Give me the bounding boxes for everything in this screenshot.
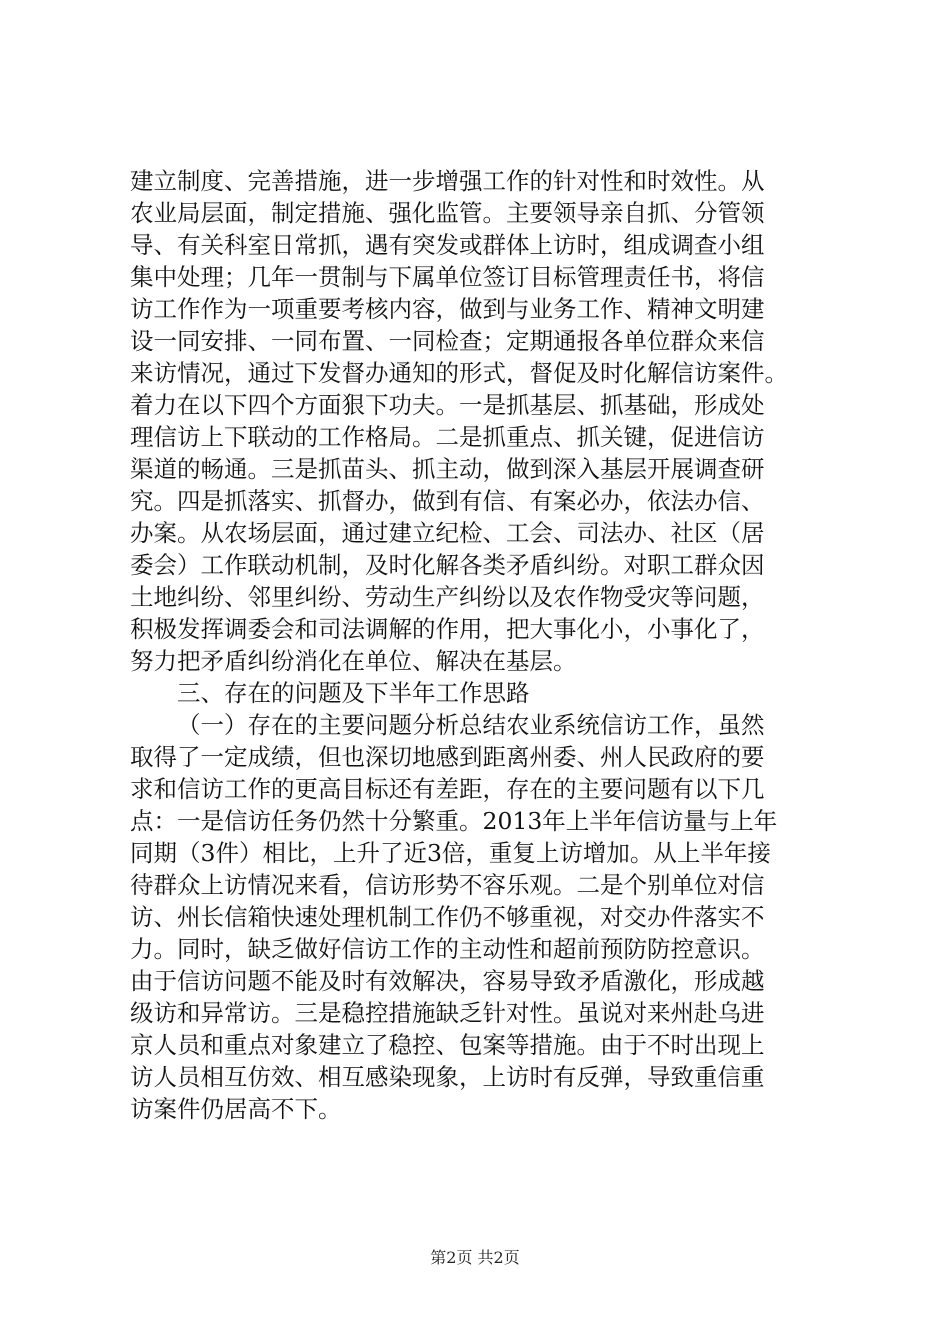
text-line: 访工作作为一项重要考核内容，做到与业务工作、精神文明建 <box>130 295 765 323</box>
text-line: 待群众上访情况来看，信访形势不容乐观。二是个别单位对信 <box>130 871 765 899</box>
text-line: 求和信访工作的更高目标还有差距，存在的主要问题有以下几 <box>130 775 765 803</box>
text-line: 访人员相互仿效、相互感染现象，上访时有反弹，导致重信重 <box>130 1063 765 1091</box>
text-line: 导、有关科室日常抓，遇有突发或群体上访时，组成调查小组 <box>130 231 765 259</box>
text-line: 积极发挥调委会和司法调解的作用，把大事化小，小事化了， <box>130 615 765 643</box>
text-line: 渠道的畅通。三是抓苗头、抓主动，做到深入基层开展调查研 <box>130 455 765 483</box>
document-body <box>130 165 830 1125</box>
text-line: 取得了一定成绩，但也深切地感到距离州委、州人民政府的要 <box>130 743 765 771</box>
text-line: 同期（3件）相比，上升了近3倍，重复上访增加。从上半年接 <box>130 839 771 867</box>
text-line: 集中处理；几年一贯制与下属单位签订目标管理责任书，将信 <box>130 263 765 291</box>
text-line: 究。四是抓落实、抓督办，做到有信、有案必办，依法办信、 <box>130 487 765 515</box>
text-line: 京人员和重点对象建立了稳控、包案等措施。由于不时出现上 <box>130 1031 765 1059</box>
text-line: 理信访上下联动的工作格局。二是抓重点、抓关键，促进信访 <box>130 423 765 451</box>
text-line: 点：一是信访任务仍然十分繁重。2013年上半年信访量与上年 <box>130 807 778 835</box>
text-line: 土地纠纷、邻里纠纷、劳动生产纠纷以及农作物受灾等问题， <box>130 583 765 611</box>
text-line: 级访和异常访。三是稳控措施缺乏针对性。虽说对来州赴乌进 <box>130 999 765 1027</box>
text-line: 访、州长信箱快速处理机制工作仍不够重视，对交办件落实不 <box>130 903 765 931</box>
section-heading: 三、存在的问题及下半年工作思路 <box>177 679 530 707</box>
text-line: 办案。从农场层面，通过建立纪检、工会、司法办、社区（居 <box>130 519 765 547</box>
text-line: 着力在以下四个方面狠下功夫。一是抓基层、抓基础，形成处 <box>130 391 765 419</box>
text-line: 来访情况，通过下发督办通知的形式，督促及时化解信访案件。 <box>130 359 788 387</box>
text-line: 设一同安排、一同布置、一同检查；定期通报各单位群众来信 <box>130 327 765 355</box>
subsection-line: （一）存在的主要问题分析总结农业系统信访工作，虽然 <box>177 711 765 739</box>
text-line: 访案件仍居高不下。 <box>130 1095 342 1123</box>
text-line: 力。同时，缺乏做好信访工作的主动性和超前预防防控意识。 <box>130 935 765 963</box>
text-line: 农业局层面，制定措施、强化监管。主要领导亲自抓、分管领 <box>130 199 765 227</box>
text-line: 建立制度、完善措施，进一步增强工作的针对性和时效性。从 <box>130 167 765 195</box>
page-footer: 第2页 共2页 <box>430 1248 520 1267</box>
text-line: 努力把矛盾纠纷消化在单位、解决在基层。 <box>130 647 577 675</box>
text-line: 委会）工作联动机制，及时化解各类矛盾纠纷。对职工群众因 <box>130 551 765 579</box>
text-line: 由于信访问题不能及时有效解决，容易导致矛盾激化，形成越 <box>130 967 765 995</box>
